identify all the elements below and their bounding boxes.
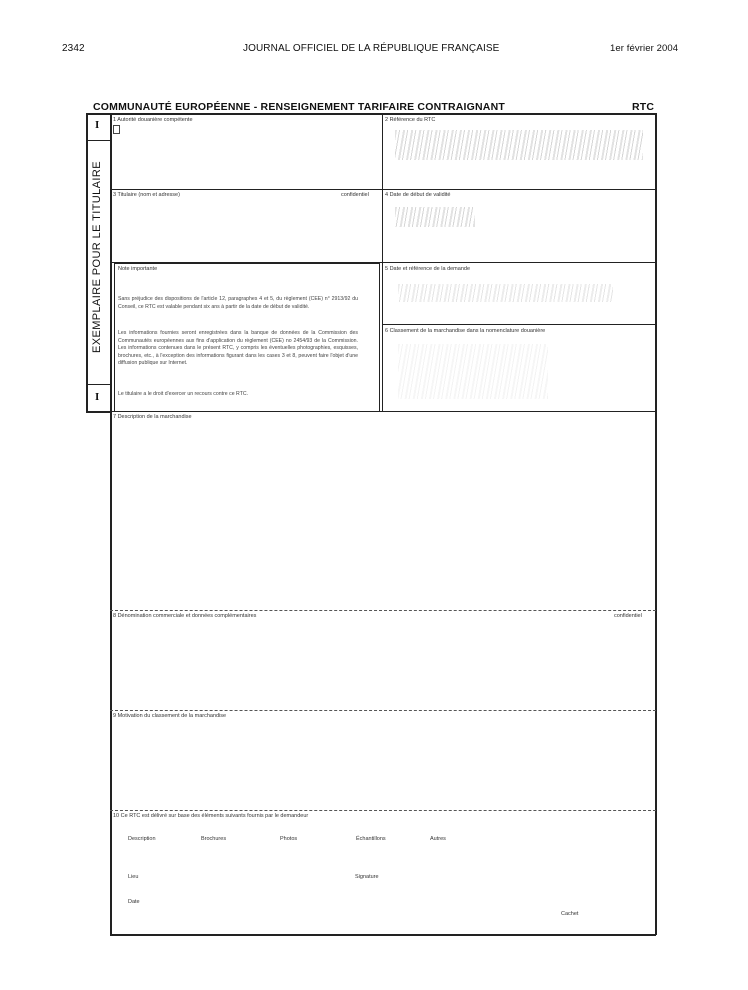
note-paragraph-3: Le titulaire a le droit d'exercer un recours contre ce RTC. — [118, 391, 249, 397]
side-sep-bottom — [86, 384, 111, 385]
box10-label: 10 Ce RTC est délivré sur base des éléments suivants fournis par le demandeur — [113, 813, 309, 819]
signature-label: Signature — [355, 874, 379, 880]
journal-title: JOURNAL OFFICIEL DE LA RÉPUBLIQUE FRANÇAISE — [243, 43, 500, 54]
box2-blurred-reference — [395, 130, 643, 160]
box9-label: 9 Motivation du classement de la marchandise — [113, 713, 227, 719]
box5-label: 5 Date et référence de la demande — [385, 266, 471, 272]
side-sep-top — [86, 140, 111, 141]
form-title: COMMUNAUTÉ EUROPÉENNE - RENSEIGNEMENT TARIFAIRE CONTRAIGNANT — [93, 101, 505, 113]
divider-box5 — [382, 324, 656, 325]
box4-blurred-date — [395, 207, 475, 227]
note-frame-right — [379, 263, 380, 411]
divider-box9 — [110, 710, 656, 711]
divider-row3 — [110, 411, 656, 412]
divider-box8 — [110, 610, 656, 611]
box1-checkbox[interactable] — [113, 125, 120, 134]
note-paragraph-1: Sans préjudice des dispositions de l'article 12, paragraphes 4 et 5, du règlement (CEE) n° 2913/92 du Conseil, ce RTC est valable pendant six ans à partir de la date de début de validité. — [118, 296, 358, 310]
lieu-label: Lieu — [128, 874, 139, 880]
item-echantillons: Échantillons — [356, 836, 386, 842]
frame-top — [86, 113, 656, 115]
copy-mark-top: I — [95, 119, 100, 131]
box8-confidential: confidentiel — [614, 613, 642, 619]
date-label: Date — [128, 899, 140, 905]
box3-label: 3 Titulaire (nom et adresse) — [113, 192, 180, 198]
copy-mark-bottom: I — [95, 391, 100, 403]
frame-left-inner — [110, 113, 112, 935]
side-label: EXEMPLAIRE POUR LE TITULAIRE — [91, 161, 103, 353]
note-paragraph-2: Les informations fournies seront enregistrées dans la banque de données de la Commission des Communautés européennes aux fins d'application du règlement (CEE) no 2454/93 de la Commission. Les informations contenues dans le présent RTC, y compris les éventuelles photographies, esquisses, brochures, etc., à l'exception des informations figurant dans les cases 3 et 8, peuvent faire l'objet d'une diffusion publique sur Internet. — [118, 330, 358, 367]
journal-date: 1er février 2004 — [610, 43, 679, 54]
box7-label: 7 Description de la marchandise — [113, 414, 192, 420]
form-code: RTC — [632, 101, 655, 113]
divider-box10 — [110, 810, 656, 811]
box2-label: 2 Référence du RTC — [385, 117, 436, 123]
frame-right — [655, 113, 657, 935]
item-autres: Autres — [430, 836, 446, 842]
divider-row1 — [110, 189, 656, 190]
side-bottom — [86, 411, 111, 413]
page-number: 2342 — [62, 43, 85, 54]
item-description: Description — [128, 836, 156, 842]
box5-blurred-reference — [398, 284, 613, 302]
box3-confidential: confidentiel — [341, 192, 369, 198]
note-frame-top — [114, 263, 380, 264]
cachet-label: Cachet — [561, 911, 579, 917]
item-brochures: Brochures — [201, 836, 227, 842]
item-photos: Photos — [280, 836, 298, 842]
note-frame-left — [114, 263, 115, 411]
box4-label: 4 Date de début de validité — [385, 192, 451, 198]
box6-blurred-classification — [398, 344, 548, 399]
box8-label: 8 Dénomination commerciale et données complémentaires — [113, 613, 257, 619]
frame-bottom — [110, 934, 656, 936]
frame-left — [86, 113, 88, 412]
box1-label: 1 Autorité douanière compétente — [113, 117, 193, 123]
box6-label: 6 Classement de la marchandise dans la nomenclature douanière — [385, 328, 546, 334]
note-title: Note importante — [118, 266, 158, 272]
